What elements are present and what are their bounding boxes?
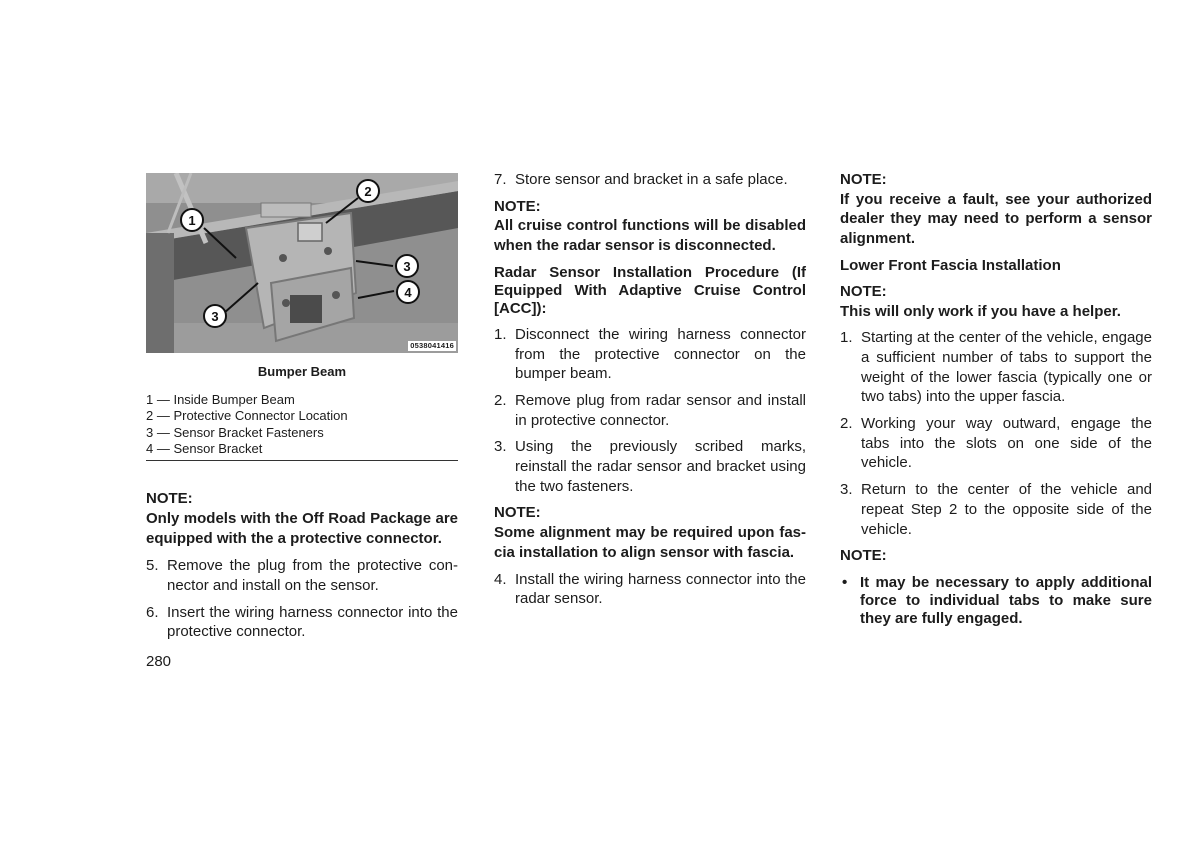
note-label: NOTE: (146, 490, 193, 508)
step-text: Remove the plug from the protective con- nector and install on the sensor. (167, 557, 458, 594)
step-item (146, 556, 458, 595)
note-text: This will only work if you have a helper. (840, 302, 1121, 320)
bullet-item (840, 574, 1152, 628)
note-text: All cruise control functions will be disabled when the radar sensor is disconnected. (494, 217, 806, 255)
figure-caption: Bumper Beam (257, 364, 347, 379)
note-text: If you receive a fault, see your authorized dealer they may need to perform a sensor alignment. (840, 190, 1152, 248)
svg-text:3: 3 (403, 259, 411, 274)
section-heading: Lower Front Fascia Installation (840, 256, 1061, 274)
legend-item: 4 — Sensor Bracket (146, 440, 263, 456)
step-item (840, 414, 1152, 473)
middle-column (494, 170, 806, 609)
figure-code: 0538041416 (410, 341, 454, 350)
step-number: 2. (840, 415, 853, 433)
note-label: NOTE: (494, 504, 541, 522)
step-number: 7. (494, 171, 507, 188)
step-text: Starting at the center of the vehicle, engage a sufficient number of tabs to support the weight of the lower fascia (typically one or two tabs) into the upper fascia. (861, 329, 1152, 406)
page-number: 280 (146, 653, 172, 670)
step-item (840, 480, 1152, 539)
step-item (146, 603, 458, 642)
step-number: 3. (840, 481, 853, 499)
step-text: Working your way outward, engage the tabs into the slots on one side of the vehicle. (861, 415, 1152, 472)
note-text: Only models with the Off Road Package are equipped with the a protective connector. (146, 509, 458, 547)
step-number: 4. (494, 570, 507, 588)
step-number: 2. (494, 391, 507, 409)
step-number: 6. (146, 603, 159, 621)
step-item (494, 437, 806, 496)
note-text: Some alignment may be required upon fas- cia installation to align sensor with fascia. (494, 524, 806, 561)
callout-4 (397, 281, 419, 303)
svg-text:2: 2 (364, 184, 372, 199)
note-label: NOTE: (840, 282, 887, 300)
step-text: Install the wiring harness connector into the radar sensor. (515, 570, 806, 608)
legend-item: 3 — Sensor Bracket Fasteners (146, 424, 324, 440)
step-text: Using the previously scribed marks, reinstall the radar sensor and bracket using the two fasteners. (515, 438, 806, 495)
callout-2 (357, 180, 379, 202)
bumper-beam-illustration (146, 173, 458, 353)
note-label: NOTE: (840, 547, 887, 565)
step-item (494, 570, 806, 609)
callout-3-lower (204, 305, 226, 327)
svg-text:1: 1 (188, 213, 196, 228)
step-number: 3. (494, 438, 507, 456)
step-text: Insert the wiring harness connector into the protective connector. (167, 603, 458, 641)
step-number: 1. (840, 329, 853, 347)
step-text: Disconnect the wiring harness connector from the protective connector on the bumper beam. (515, 325, 806, 383)
svg-text:4: 4 (404, 285, 412, 300)
note-label: NOTE: (840, 171, 887, 188)
note-label: NOTE: (494, 197, 541, 215)
step-text: Remove plug from radar sensor and install in protective connector. (515, 391, 806, 429)
bullet-text: It may be necessary to apply additional force to individual tabs to make sure they are fully engaged. (860, 573, 1152, 627)
bumper-beam-figure (146, 173, 458, 353)
step-item (494, 325, 806, 384)
step-number: 1. (494, 325, 507, 343)
step-number: 5. (146, 557, 159, 575)
step-item (494, 170, 806, 190)
step-item (494, 391, 806, 430)
step-text: Store sensor and bracket in a safe place. (515, 171, 788, 188)
legend-item: 1 — Inside Bumper Beam (146, 392, 295, 407)
svg-text:3: 3 (211, 309, 219, 324)
right-column (840, 170, 1152, 628)
callout-3 (396, 255, 418, 277)
step-text: Return to the center of the vehicle and repeat Step 2 to the opposite side of the vehicle. (861, 481, 1152, 538)
left-column (146, 170, 458, 642)
legend-item: 2 — Protective Connector Location (146, 408, 348, 424)
section-heading: Radar Sensor Installation Procedure (If Equipped With Adaptive Cruise Control [ACC]): (494, 263, 806, 317)
step-item (840, 328, 1152, 407)
callout-1 (181, 209, 203, 231)
figure-legend (146, 392, 458, 461)
bullet-icon: • (842, 573, 848, 591)
